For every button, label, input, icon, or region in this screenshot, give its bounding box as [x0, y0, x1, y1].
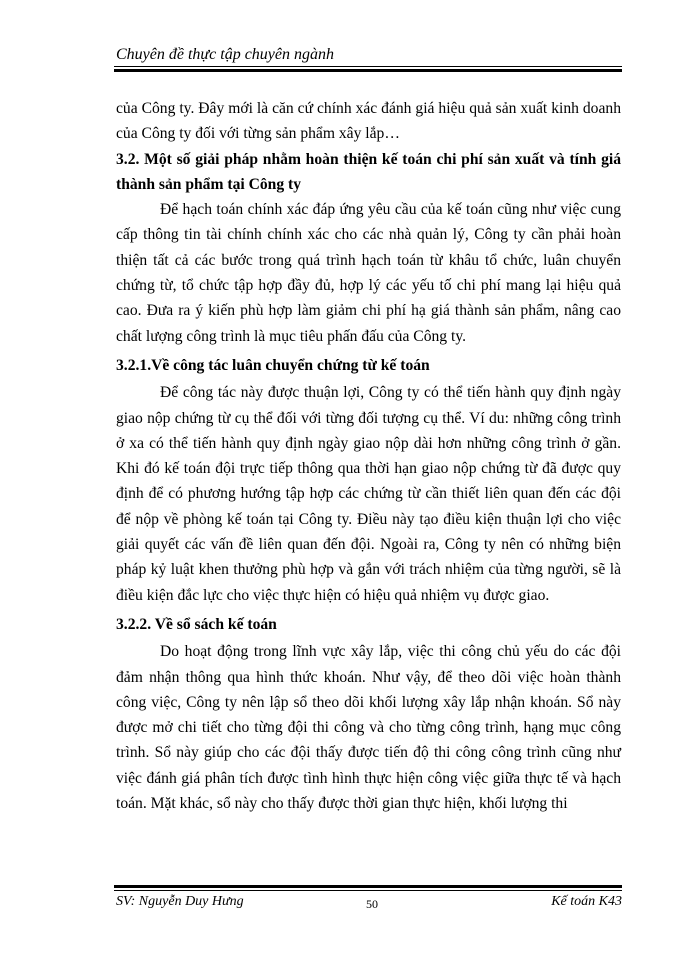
footer-student-name: SV: Nguyễn Duy Hưng	[116, 894, 244, 909]
section-heading-3-2-2: 3.2.2. Về sổ sách kế toán	[116, 615, 277, 633]
header-rule	[114, 66, 622, 67]
header-title: Chuyên đề thực tập chuyên ngành	[116, 46, 334, 63]
section-heading-3-2: 3.2. Một số giải pháp nhằm hoàn thiện kế toán chi phí sản xuất và tính giá thành sản phẩm tại Công ty	[116, 150, 621, 193]
page-content	[116, 96, 621, 816]
paragraph-intro: của Công ty. Đây mới là căn cứ chính xác đánh giá hiệu quả sản xuất kinh doanh của Công ty đối với từng sản phẩm xây lắp…	[116, 100, 621, 143]
header-rule-thick	[114, 69, 622, 72]
footer-rule	[114, 890, 622, 891]
section-heading-3-2-1: 3.2.1.Về công tác luân chuyển chứng từ kế toán	[116, 356, 430, 374]
footer-rule-thick	[114, 885, 622, 888]
footer-department: Kế toán K43	[551, 894, 622, 909]
paragraph-3-2-2: Do hoạt động trong lĩnh vực xây lắp, việc thi công chủ yếu do các đội đảm nhận thông qua hình thức khoán. Như vậy, để theo dõi việc hoàn thành công việc, Công ty nên lập sổ theo dõi khối lượng xây lắp nhận khoán. Sổ này được mở chi tiết cho từng đội thi công và cho từng công trình, hạng mục công trình. Sổ này giúp cho các đội thấy được tiến độ thi công công trình cũng như việc đánh giá phân tích được tình hình thực hiện công việc giữa thực tế và hạch toán. Mặt khác, sổ này cho thấy được thời gian thực hiện, khối lượng thi	[116, 643, 621, 813]
paragraph-3-2: Để hạch toán chính xác đáp ứng yêu cầu của kế toán cũng như việc cung cấp thông tin tài chính chính xác cho các nhà quản lý, Công ty cần phải hoàn thiện tất cả các bước trong quá trình hạch toán từ khâu tổ chức, luân chuyển chứng từ, tổ chức tập hợp đầy đủ, hợp lý các yếu tố chi phí mang lại hiệu quả cao. Đưa ra ý kiến phù hợp làm giảm chi phí hạ giá thành sản phẩm, nâng cao chất lượng công trình là mục tiêu phấn đấu của Công ty.	[116, 201, 621, 345]
page-number: 50	[366, 897, 378, 911]
paragraph-3-2-1: Để công tác này được thuận lợi, Công ty có thể tiến hành quy định ngày giao nộp chứng từ cụ thể đối với từng đối tượng cụ thể. Ví du: những công trình ở xa có thể tiến hành quy định ngày giao nộp dài hơn những công trình ở gần. Khi đó kế toán đội trực tiếp thông qua thời hạn giao nộp chứng từ đã được quy định để có phương hướng tập hợp các chứng từ cần thiết liên quan đến các đội để nộp về phòng kế toán tại Công ty. Điều này tạo điều kiện thuận lợi cho việc giải quyết các vấn đề liên quan đến đội. Ngoài ra, Công ty nên có những biện pháp kỷ luật khen thưởng phù hợp và gắn với trách nhiệm của từng người, sẽ là điều kiện đắc lực cho việc thực hiện có hiệu quả nhiệm vụ được giao.	[116, 384, 621, 604]
